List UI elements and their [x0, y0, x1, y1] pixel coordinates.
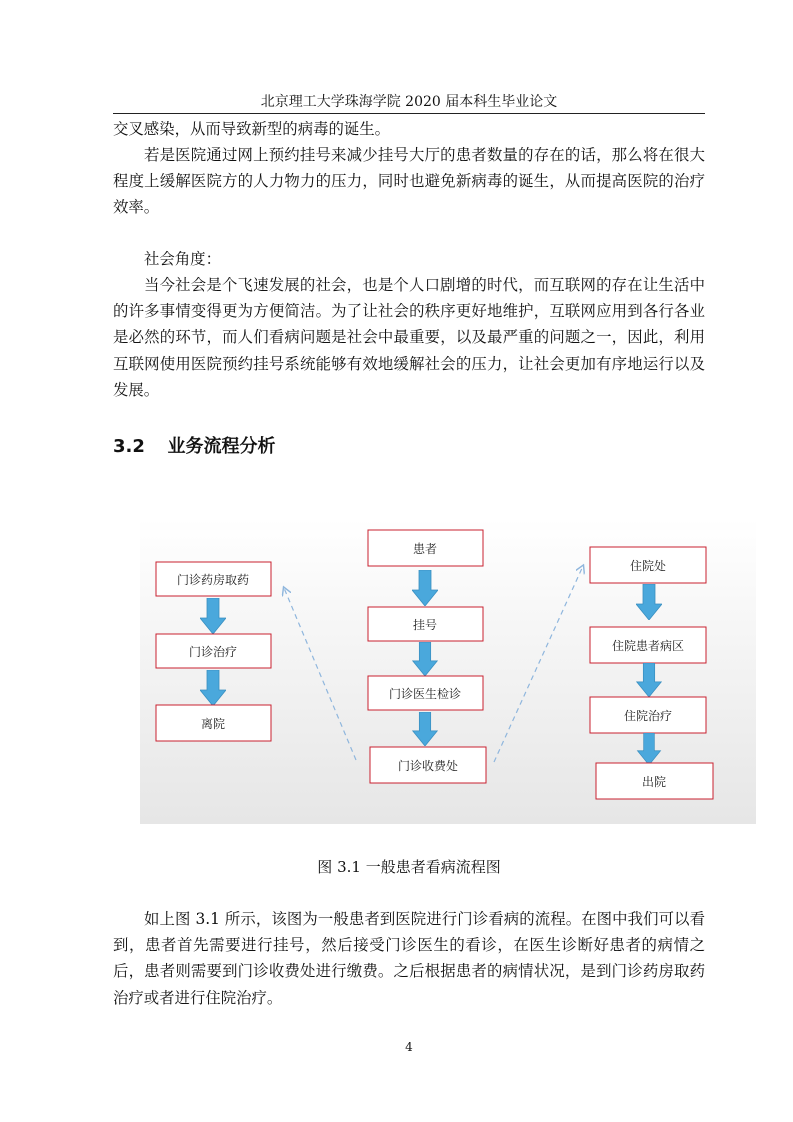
node-inpatient-treatment-label: 住院治疗: [623, 709, 673, 723]
node-outpatient-consult-label: 门诊医生检诊: [388, 687, 462, 701]
section-number: 3.2: [113, 436, 145, 457]
figure-caption: 图 3.1 一般患者看病流程图: [317, 858, 501, 876]
flowchart-figure: [140, 492, 756, 824]
node-admission-office-label: 住院处: [629, 559, 667, 573]
node-outpatient-treatment-label: 门诊治疗: [188, 645, 238, 659]
page-number: 4: [405, 1040, 413, 1054]
node-registration-label: 挂号: [412, 618, 438, 632]
node-cashier-label: 门诊收费处: [397, 759, 459, 773]
section-heading: [113, 434, 275, 460]
page-header: 北京理工大学珠海学院 2020 届本科生毕业论文: [260, 94, 558, 110]
header-rule: [113, 113, 705, 114]
node-pharmacy-label: 门诊药房取药: [176, 573, 250, 587]
section-title: 业务流程分析: [167, 436, 276, 457]
flowchart-svg: [140, 492, 756, 824]
paragraph-4: 当今社会是个飞速发展的社会，也是个人口剧增的时代，而互联网的存在让生活中的许多事情变得更为方便简洁。为了让社会的秩序更好地维护，互联网应用到各行各业是必然的环节，而人们看病问题是社会中最重要，以及最严重的问题之一，因此，利用互联网使用医院预约挂号系统能够有效地缓解社会的压力，让社会更加有序地运行以及发展。: [113, 276, 705, 399]
node-patient-label: 患者: [412, 542, 438, 556]
paragraph-5: 如上图 3.1 所示，该图为一般患者到医院进行门诊看病的流程。在图中我们可以看到，患者首先需要进行挂号，然后接受门诊医生的看诊，在医生诊断好患者的病情之后，患者则需要到门诊收费处进行缴费。之后根据患者的病情状况，是到门诊药房取药治疗或者进行住院治疗。: [113, 910, 705, 1007]
node-discharge-right-label: 出院: [641, 775, 667, 789]
node-discharge-left-label: 离院: [200, 717, 226, 731]
paragraph-1: 交叉感染，从而导致新型的病毒的诞生。: [113, 120, 391, 138]
node-inpatient-ward-label: 住院患者病区: [611, 639, 685, 653]
paragraph-2: 若是医院通过网上预约挂号来减少挂号大厅的患者数量的存在的话，那么将在很大程度上缓解医院方的人力物力的压力，同时也避免新病毒的诞生，从而提高医院的治疗效率。: [113, 146, 705, 217]
paragraph-3: 社会角度：: [144, 250, 221, 268]
